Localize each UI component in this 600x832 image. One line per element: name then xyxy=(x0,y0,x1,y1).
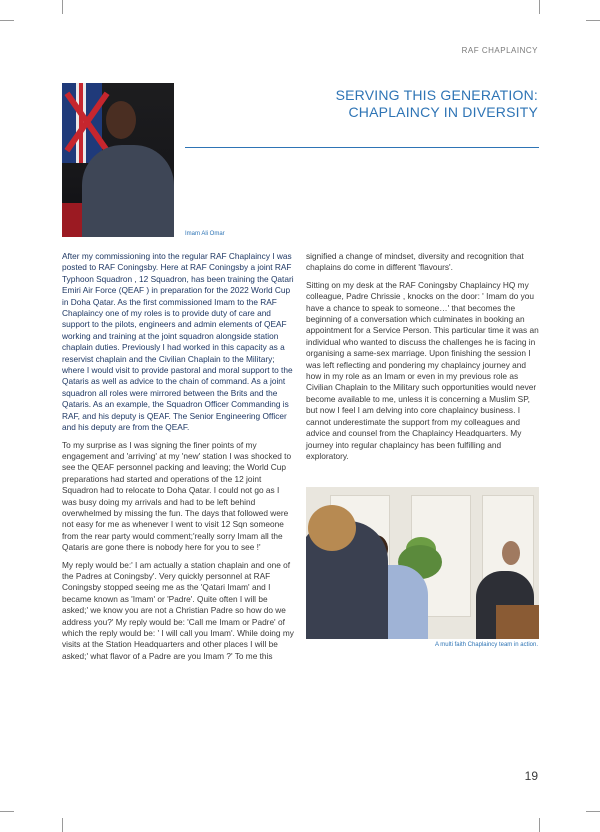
crop-mark xyxy=(539,818,540,832)
right-column xyxy=(306,251,539,468)
uniform-figure xyxy=(82,145,174,237)
crop-mark xyxy=(586,20,600,21)
article-title xyxy=(208,87,538,121)
crop-mark xyxy=(62,0,63,14)
crop-mark xyxy=(586,811,600,812)
article-title-line: CHAPLAINCY IN DIVERSITY xyxy=(348,104,538,120)
body-paragraph: signified a change of mindset, diversity and recognition that chaplains do come in different 'flavours'. xyxy=(306,251,524,273)
body-paragraph: To my surprise as I was signing the finer points of my engagement and 'arriving' at my 'new' station I was shocked to see the QEAF personnel packing and leaving; the World Cup preparations had started and operations of the 12 joint Squadron had to relocate to Doha Qatar. I could not go as I was busy doing my arrivals and had to be left behind overwhelmed by missing the fun. The days that followed were not easy for me as whenever I went to visit 12 Sqn someone from the rear party would comment;'really sorry Imam all the Qataris are gone there is nobody here for you to see !' xyxy=(62,439,292,553)
body-paragraph: My reply would be:' I am actually a station chaplain and one of the Padres at Coningsby'. Very quickly personnel at RAF Coningsby stopped seeing me as the 'Qatari Imam' and I became known as 'Imam' or 'Padre'. Quite often I will be asked;' we know you are not a Christian Padre so how do we address you?' My reply would be: 'Call me Imam or Padre' of which the reply would be: ' I will call you Imam'. While doing my visits at the Station Headquarters and other places I will be asked;' what flavor of a Padre are you Imam ?' To me this xyxy=(62,559,294,661)
article-title-line: SERVING THIS GENERATION: xyxy=(335,87,538,103)
photo-caption: A multi faith Chaplaincy team in action. xyxy=(434,642,538,648)
team-photo xyxy=(306,487,539,639)
crop-mark xyxy=(539,0,540,14)
page-number: 19 xyxy=(524,769,538,783)
body-paragraph: Sitting on my desk at the RAF Coningsby Chaplaincy HQ my colleague, Padre Chrissie , knocks on the door: ' Imam do you have a chance to speak to someone…' that becomes the beginning of a conversation which culminates in booking an appointment for a Service Person. This particular time it was an individual who wanted to discuss the challenges he is facing in organising a same-sex marriage. Upon finishing the session I was left reflecting and pondering my chaplaincy journey and how in my role as an Imam or even in my previous role as Civilian Chaplain to the Military such opportunities would never become available to me, unless it is concerning a Muslim SP, but now I feel I am delving into core chaplaincy business. I cannot underestimate the support from my colleagues and advice and counsel from the Chaplaincy Headquarters. My journey into regular chaplaincy has been fulfilling and exploratory. xyxy=(306,279,539,461)
section-label: RAF CHAPLAINCY xyxy=(461,46,538,55)
left-column xyxy=(62,251,295,668)
portrait-photo xyxy=(62,83,174,237)
lead-paragraph: After my commissioning into the regular RAF Chaplaincy I was posted to RAF Coningsby. Here at RAF Coningsby a joint RAF Typhoon Squadron , 12 Squadron, has been training the Qatari Emiri Air Force (QEAF ) in preparation for the 2022 World Cup in Doha Qatar. As the first commissioned Imam to the RAF Chaplaincy one of my roles is to provide duty of care and support to the pilots, engineers and admin elements of QEAF working and training at the joint squadron alongside station chaplain duties. Previously I had worked in this capacity as a reservist chaplain and the Civilian Chaplain to the Military; where I would visit to provide pastoral and moral support to the Qataris as well as advice to the chain of command. As a joint squadron all roles were mirrored between the Brits and the Qataris. As an example, the Squadron Officer Commanding is RAF, and his deputy is QEAF. The Senior Engineering Officer and his deputy are from the QEAF. xyxy=(62,251,294,433)
title-rule xyxy=(185,147,539,148)
figure-head xyxy=(106,101,136,139)
flag-graphic xyxy=(62,83,102,163)
crop-mark xyxy=(62,818,63,832)
flag-graphic xyxy=(62,203,84,237)
portrait-caption: Imam Ali Omar xyxy=(185,231,225,237)
crop-mark xyxy=(0,811,14,812)
crop-mark xyxy=(0,20,14,21)
